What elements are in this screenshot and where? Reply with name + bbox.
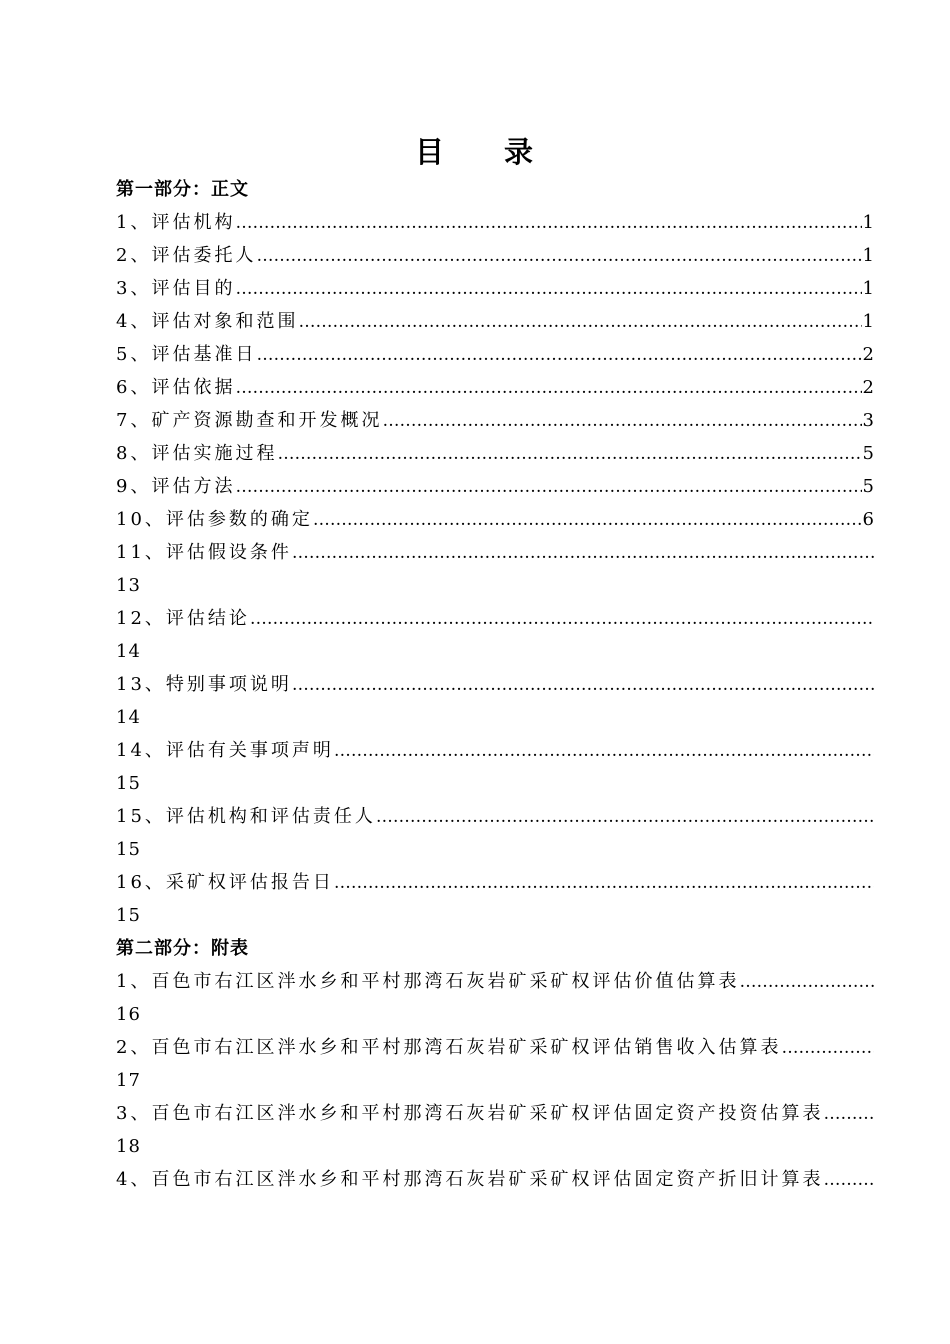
toc-page-number: 14 (116, 641, 141, 662)
toc-entry-label: 6、评估依据 (116, 377, 236, 398)
section-heading-part1: 第一部分：正文 (116, 179, 249, 200)
toc-entry[interactable] (116, 437, 874, 470)
toc-page-number: 1 (862, 311, 874, 332)
toc-entry[interactable] (116, 404, 874, 437)
leader-dots (235, 273, 861, 305)
toc-entry-label: 4、百色市右江区泮水乡和平村那湾石灰岩矿采矿权评估固定资产折旧计算表 (116, 1169, 824, 1190)
toc-entry-label: 16、采矿权评估报告日 (116, 872, 334, 893)
toc-entry[interactable] (116, 206, 874, 239)
toc-entry-label: 15、评估机构和评估责任人 (116, 806, 376, 827)
toc-entry-label: 1、评估机构 (116, 212, 236, 233)
toc-entry-label: 14、评估有关事项声明 (116, 740, 334, 761)
toc-page-number: 14 (116, 707, 141, 728)
toc-entry-label: 3、评估目的 (116, 278, 236, 299)
toc-entry[interactable] (116, 1031, 874, 1064)
leader-dots (235, 372, 861, 404)
toc-page-number: 6 (862, 509, 874, 530)
leader-dots (334, 867, 874, 899)
leader-dots (376, 801, 874, 833)
toc-page-number: 5 (862, 476, 874, 497)
toc-page-number: 1 (862, 212, 874, 233)
title-char-1: 目 (414, 135, 446, 169)
toc-entry[interactable] (116, 734, 874, 767)
toc-entry[interactable] (116, 800, 874, 833)
leader-dots (292, 669, 874, 701)
toc-page-number: 1 (862, 278, 874, 299)
toc-page-number: 2 (862, 377, 874, 398)
toc-entry-label: 2、评估委托人 (116, 245, 257, 266)
toc-entry[interactable] (116, 668, 874, 701)
leader-dots (256, 240, 861, 272)
leader-dots (739, 966, 874, 998)
leader-dots (235, 471, 861, 503)
toc-page-number: 15 (116, 773, 141, 794)
toc-entry-label: 5、评估基准日 (116, 344, 257, 365)
toc-entry[interactable] (116, 470, 874, 503)
toc-entry[interactable] (116, 305, 874, 338)
table-of-contents (116, 173, 874, 1196)
toc-page-number: 1 (862, 245, 874, 266)
leader-dots (313, 504, 862, 536)
title-char-2: 录 (504, 135, 536, 169)
leader-dots (235, 207, 861, 239)
section-heading-part2: 第二部分：附表 (116, 938, 249, 959)
toc-entry-label: 1、百色市右江区泮水乡和平村那湾石灰岩矿采矿权评估价值估算表 (116, 971, 740, 992)
toc-entry-label: 8、评估实施过程 (116, 443, 278, 464)
page-title (0, 132, 950, 172)
toc-entry[interactable] (116, 965, 874, 998)
toc-entry[interactable] (116, 371, 874, 404)
toc-page-number: 2 (862, 344, 874, 365)
toc-page-number: 3 (862, 410, 874, 431)
toc-page-number: 18 (116, 1136, 141, 1157)
toc-entry-label: 10、评估参数的确定 (116, 509, 313, 530)
toc-entry[interactable] (116, 866, 874, 899)
toc-entry-label: 3、百色市右江区泮水乡和平村那湾石灰岩矿采矿权评估固定资产投资估算表 (116, 1103, 824, 1124)
toc-entry[interactable] (116, 536, 874, 569)
toc-page-number: 17 (116, 1070, 141, 1091)
toc-entry-label: 12、评估结论 (116, 608, 250, 629)
toc-entry-label: 11、评估假设条件 (116, 542, 292, 563)
leader-dots (298, 306, 861, 338)
leader-dots (292, 537, 874, 569)
toc-entry-label: 2、百色市右江区泮水乡和平村那湾石灰岩矿采矿权评估销售收入估算表 (116, 1037, 782, 1058)
toc-entry-label: 7、矿产资源勘查和开发概况 (116, 410, 383, 431)
toc-entry-label: 13、特别事项说明 (116, 674, 292, 695)
leader-dots (277, 438, 861, 470)
toc-page-number: 15 (116, 839, 141, 860)
toc-entry-label: 4、评估对象和范围 (116, 311, 299, 332)
toc-page-number: 5 (862, 443, 874, 464)
toc-entry[interactable] (116, 1163, 874, 1196)
leader-dots (823, 1098, 874, 1130)
toc-page-number: 16 (116, 1004, 141, 1025)
leader-dots (250, 603, 874, 635)
leader-dots (823, 1164, 874, 1196)
toc-entry-label: 9、评估方法 (116, 476, 236, 497)
toc-entry[interactable] (116, 239, 874, 272)
toc-page-number: 13 (116, 575, 141, 596)
leader-dots (781, 1032, 874, 1064)
leader-dots (256, 339, 861, 371)
toc-entry[interactable] (116, 503, 874, 536)
leader-dots (382, 405, 861, 437)
toc-entry[interactable] (116, 1097, 874, 1130)
toc-entry[interactable] (116, 338, 874, 371)
toc-page-number: 15 (116, 905, 141, 926)
toc-entry[interactable] (116, 272, 874, 305)
toc-entry[interactable] (116, 602, 874, 635)
leader-dots (334, 735, 874, 767)
